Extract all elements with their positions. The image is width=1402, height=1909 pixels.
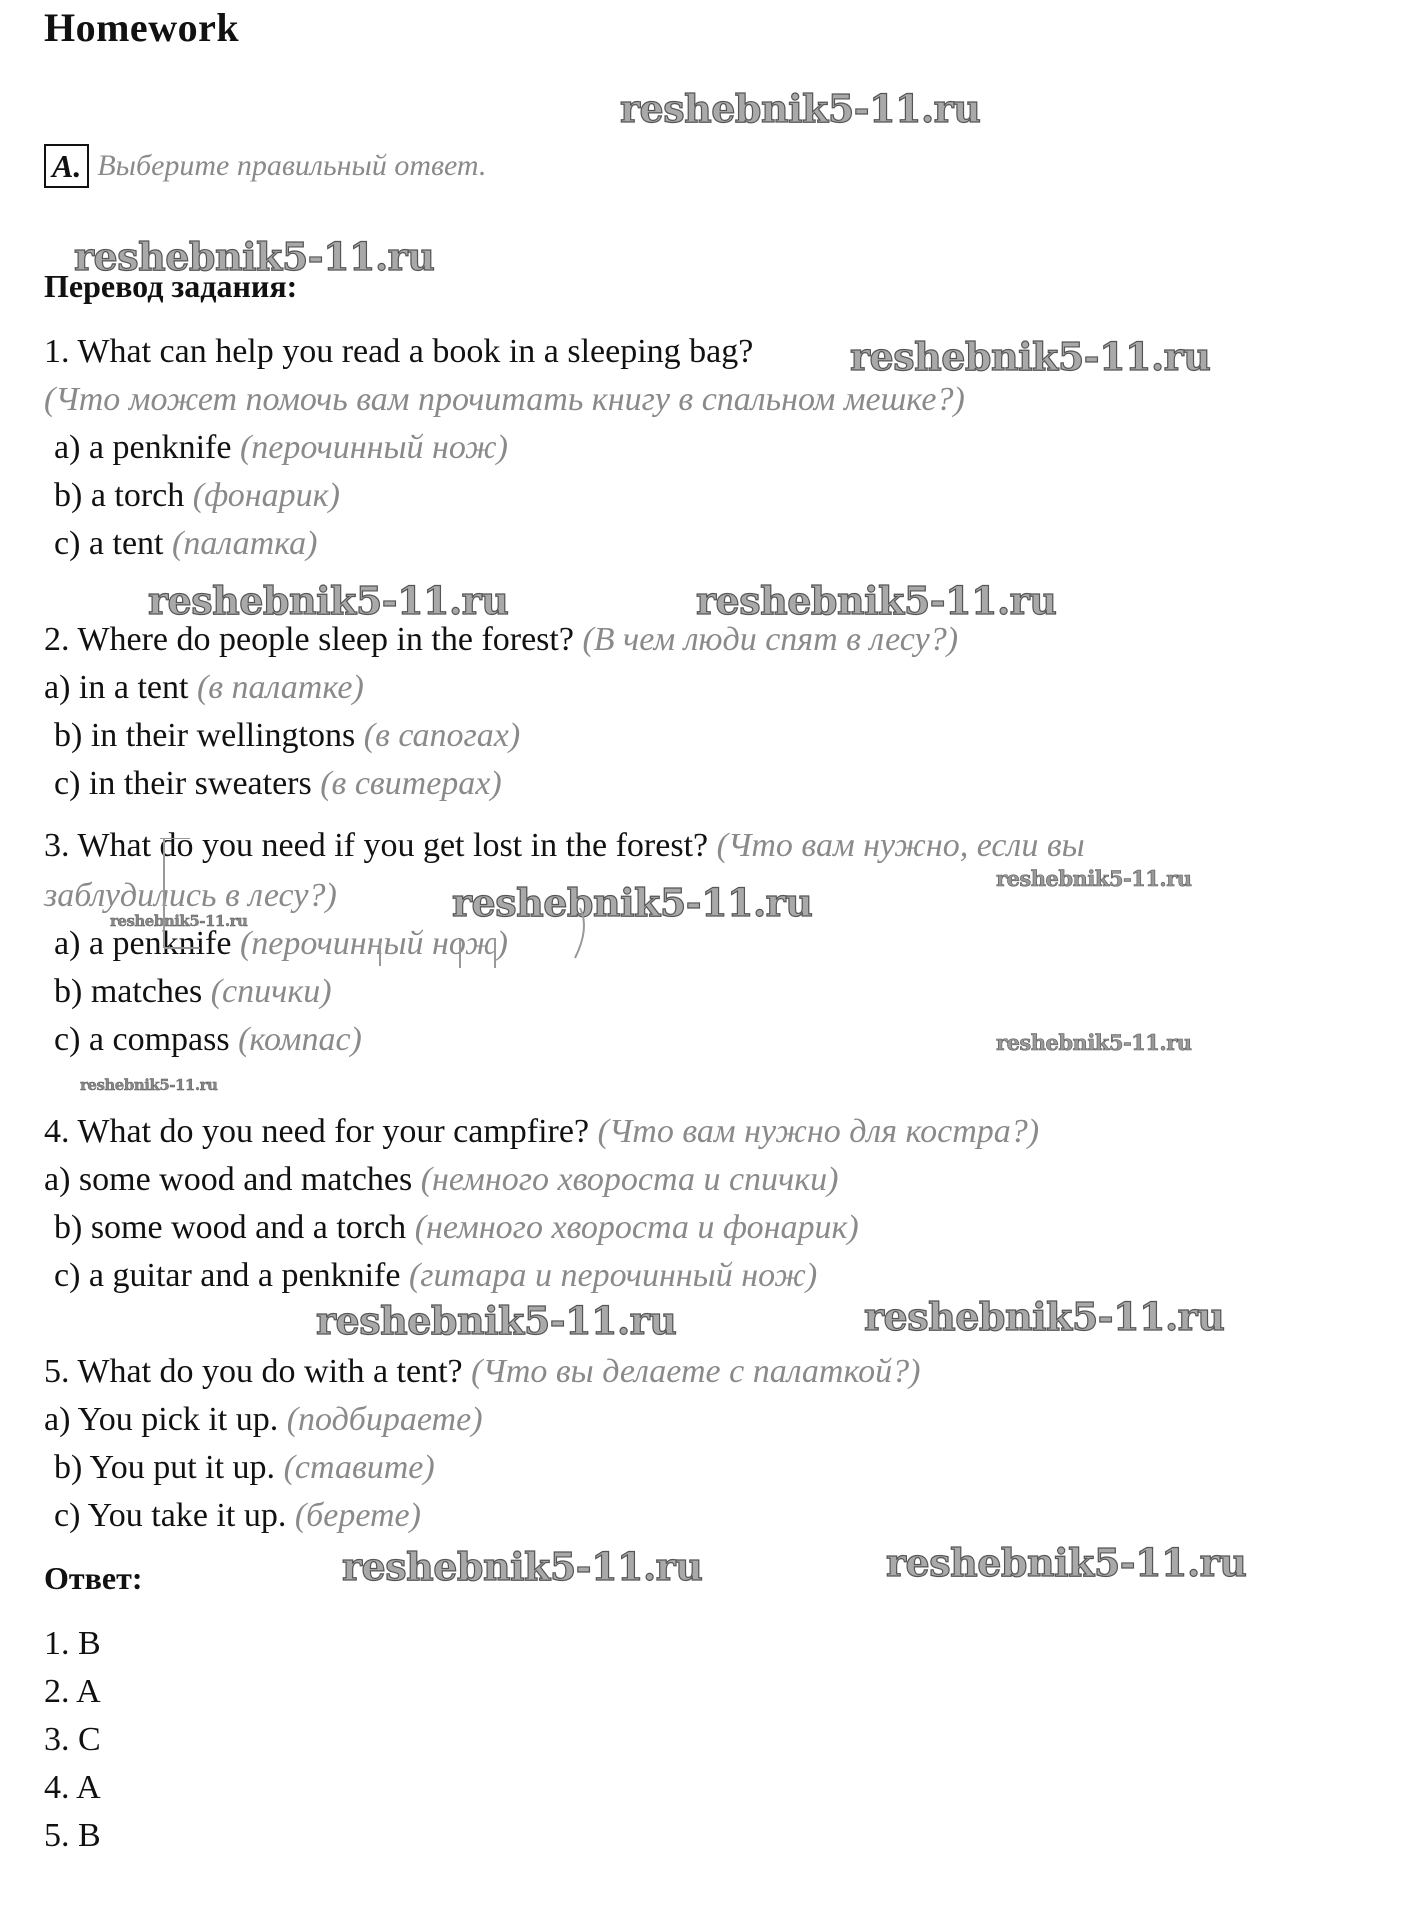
option	[54, 476, 340, 516]
option-text: b) You put it up.	[54, 1449, 276, 1486]
watermark: reshebnik5-11.ru	[80, 1076, 218, 1094]
option-text: c) a compass	[54, 1021, 230, 1058]
option-text: c) a tent	[54, 525, 164, 562]
option-translation: (ставите)	[283, 1449, 435, 1486]
option-text: a) You pick it up.	[44, 1401, 279, 1438]
option	[54, 1208, 859, 1248]
watermark: reshebnik5-11.ru	[342, 1544, 703, 1589]
option-text: b) matches	[54, 973, 203, 1010]
answer-item: 3. C	[44, 1721, 101, 1758]
watermark: reshebnik5-11.ru	[696, 578, 1057, 623]
question-translation: (Что вам нужно для костра?)	[597, 1113, 1040, 1150]
option	[54, 972, 332, 1012]
watermark: reshebnik5-11.ru	[110, 912, 248, 930]
option-translation: (немного хвороста и спички)	[420, 1161, 839, 1198]
question-text: 3. What do you need if you get lost in the forest?	[44, 827, 709, 864]
question-text: 2. Where do people sleep in the forest?	[44, 621, 574, 658]
watermark: reshebnik5-11.ru	[996, 1030, 1192, 1055]
option-translation: (спички)	[210, 973, 332, 1010]
answer-heading: Ответ:	[44, 1560, 143, 1596]
question-translation: (В чем люди спят в лесу?)	[582, 621, 959, 658]
task-instruction	[44, 144, 486, 188]
page-title: Homework	[44, 5, 240, 50]
option-text: b) a torch	[54, 477, 185, 514]
option-text: b) some wood and a torch	[54, 1209, 407, 1246]
option	[44, 1400, 483, 1440]
option	[54, 524, 318, 564]
watermark: reshebnik5-11.ru	[452, 880, 813, 925]
option	[54, 1448, 435, 1488]
option-translation: (подбираете)	[286, 1401, 483, 1438]
option-translation: (в палатке)	[196, 669, 364, 706]
watermark: reshebnik5-11.ru	[148, 578, 509, 623]
question-2	[44, 620, 958, 660]
answer-item: 2. A	[44, 1673, 101, 1710]
watermark: reshebnik5-11.ru	[886, 1540, 1247, 1585]
question-4	[44, 1112, 1039, 1152]
option-translation: (берете)	[294, 1497, 421, 1534]
question-text: 5. What do you do with a tent?	[44, 1353, 463, 1390]
answer-item: 1. B	[44, 1625, 101, 1662]
option	[54, 1020, 362, 1060]
option	[44, 668, 364, 708]
watermark: reshebnik5-11.ru	[316, 1298, 677, 1343]
option	[54, 924, 508, 964]
option-text: c) a guitar and a penknife	[54, 1257, 401, 1294]
watermark: reshebnik5-11.ru	[996, 866, 1192, 891]
option-translation: (гитара и перочинный нож)	[408, 1257, 818, 1294]
option-text: c) You take it up.	[54, 1497, 287, 1534]
task-instruction-text: Выберите правильный ответ.	[97, 149, 487, 182]
question-5	[44, 1352, 920, 1392]
option-text: a) a penknife	[54, 429, 232, 466]
watermark: reshebnik5-11.ru	[620, 86, 981, 131]
option-translation: (в сапогах)	[363, 717, 521, 754]
question-translation: (Что вы делаете с палаткой?)	[471, 1353, 921, 1390]
task-label: A.	[44, 144, 89, 188]
option-translation: (в свитерах)	[320, 765, 502, 802]
question-3	[44, 826, 1085, 866]
question-translation-continued: заблудились в лесу?)	[44, 877, 337, 914]
question-text: 4. What do you need for your campfire?	[44, 1113, 590, 1150]
option-translation: (перочинный нож)	[239, 429, 508, 466]
option	[54, 1256, 817, 1296]
option-translation: (палатка)	[172, 525, 318, 562]
option-translation: (фонарик)	[192, 477, 340, 514]
watermark: reshebnik5-11.ru	[864, 1294, 1225, 1339]
option-translation: (немного хвороста и фонарик)	[414, 1209, 859, 1246]
option	[44, 1160, 839, 1200]
watermark: reshebnik5-11.ru	[74, 234, 435, 279]
question-1	[44, 332, 753, 372]
option-translation: (компас)	[238, 1021, 362, 1058]
option-text: b) in their wellingtons	[54, 717, 356, 754]
option-text: a) some wood and matches	[44, 1161, 413, 1198]
watermark: reshebnik5-11.ru	[850, 334, 1211, 379]
question-translation: (Что может помочь вам прочитать книгу в спальном мешке?)	[44, 381, 965, 418]
question-text: 1. What can help you read a book in a sleeping bag?	[44, 333, 754, 370]
option	[54, 716, 520, 756]
option	[54, 1496, 421, 1536]
option-translation: (перочинный нож)	[239, 925, 508, 962]
translation-heading: Перевод задания:	[44, 268, 298, 304]
answer-item: 5. B	[44, 1817, 101, 1854]
option-text: c) in their sweaters	[54, 765, 312, 802]
option	[54, 764, 502, 804]
answer-item: 4. A	[44, 1769, 101, 1806]
option-text: a) in a tent	[44, 669, 189, 706]
question-translation: (Что вам нужно, если вы	[716, 827, 1085, 864]
option	[54, 428, 508, 468]
option-text: a) a penknife	[54, 925, 232, 962]
